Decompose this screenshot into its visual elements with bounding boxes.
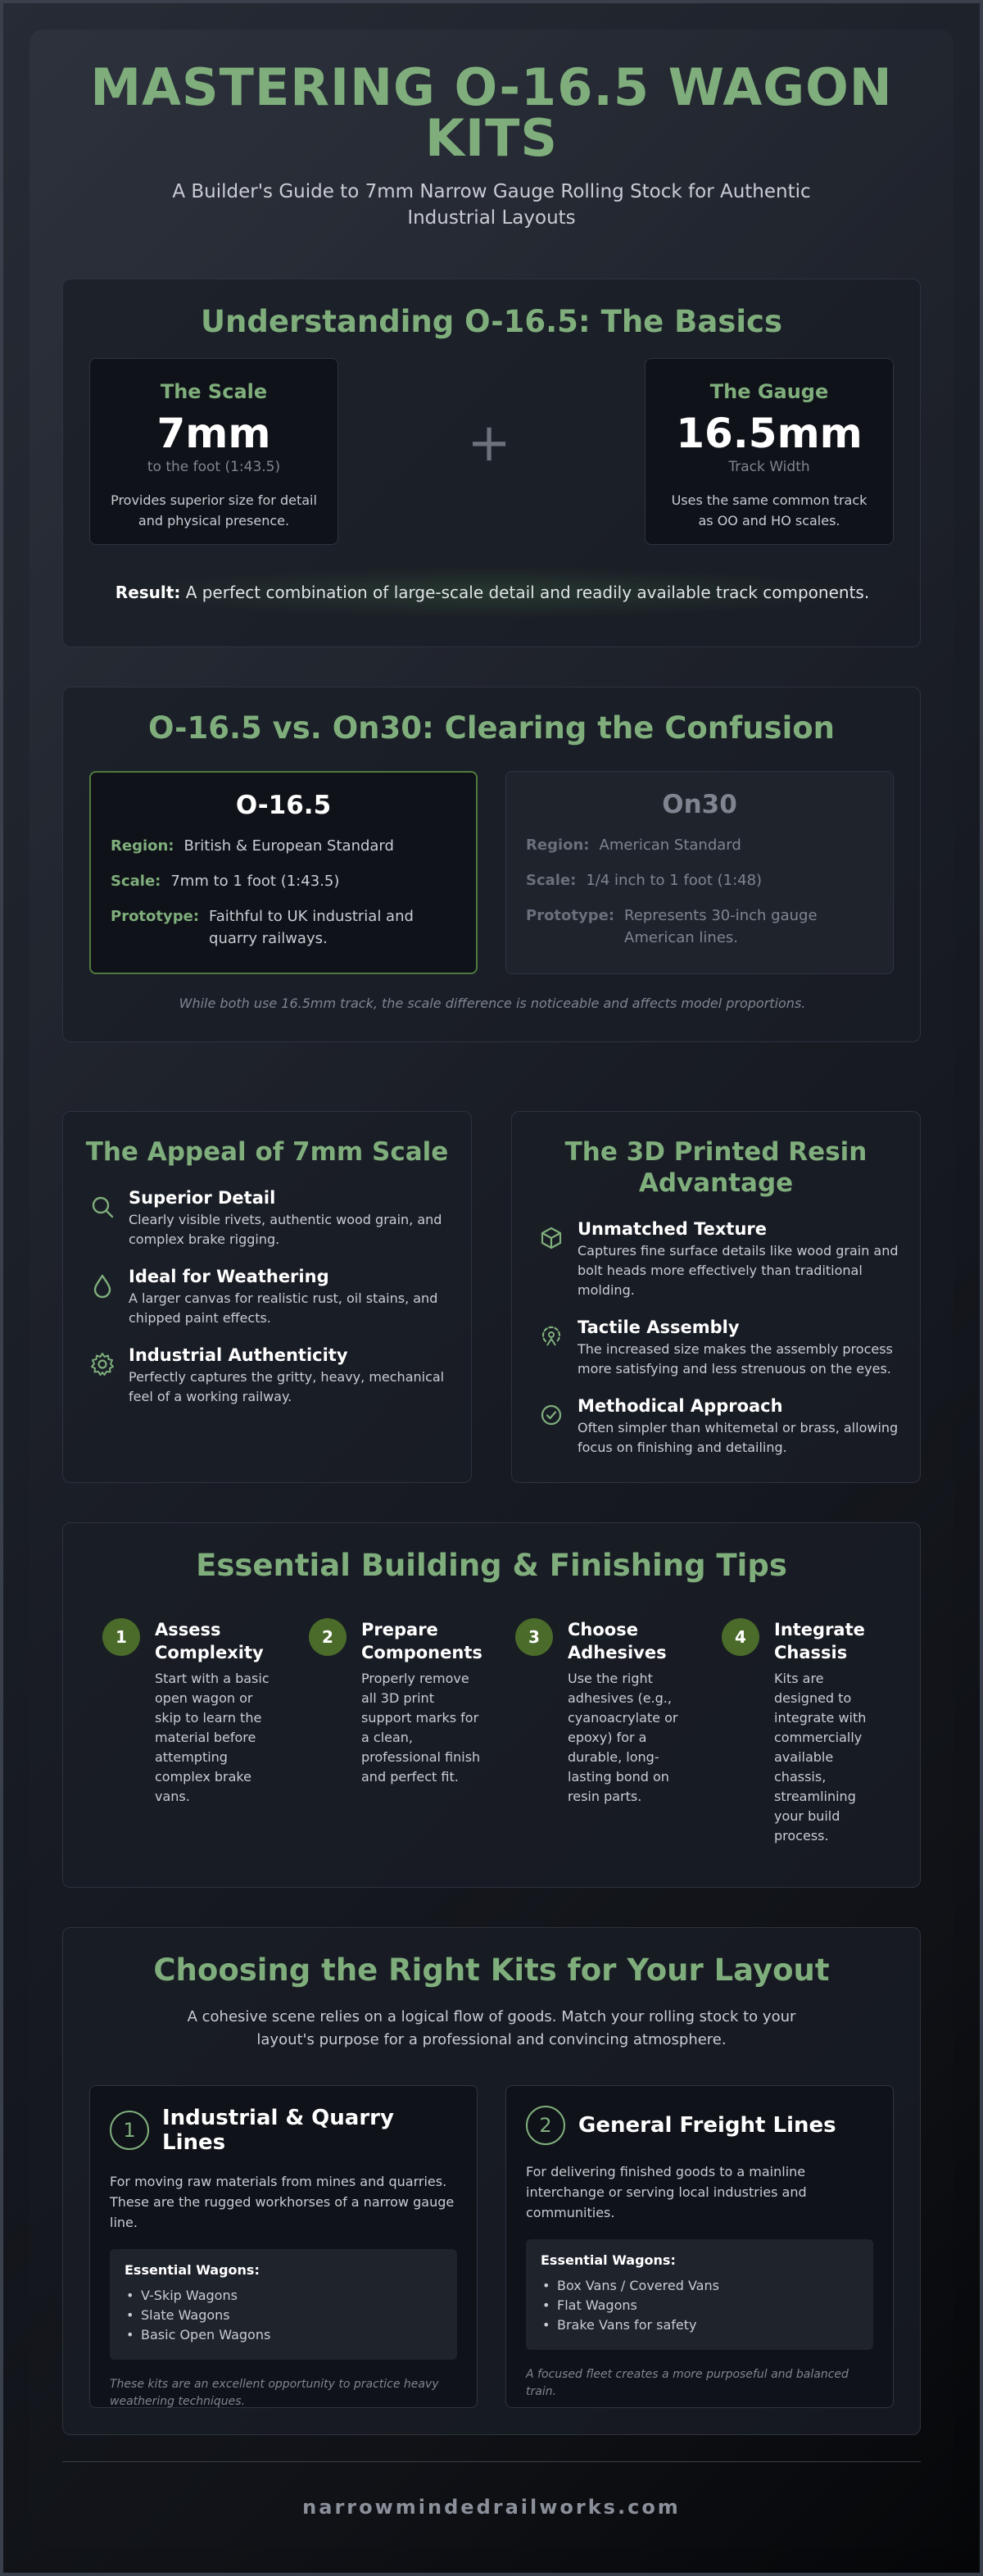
resin-title: The 3D Printed Resin Advantage	[564, 1137, 867, 1198]
on30-name: On30	[662, 790, 737, 819]
step-title: Integrate Chassis	[774, 1620, 865, 1662]
step-title: Assess Complexity	[155, 1620, 264, 1662]
kit-note: These kits are an excellent opportunity to practice heavy weathering techniques.	[110, 2378, 439, 2408]
feature-industrial	[89, 1345, 450, 1407]
resin-section	[511, 1111, 921, 1483]
essential-wagons-box	[110, 2249, 457, 2360]
on30-row-region	[526, 834, 873, 856]
row-key: Prototype:	[526, 907, 615, 924]
wagon-list	[541, 2276, 858, 2335]
kit-title: Industrial & Quarry Lines	[162, 2106, 394, 2155]
feature-methodical	[538, 1395, 899, 1458]
basics-title: Understanding O-16.5: The Basics	[201, 304, 782, 339]
feature-desc: A larger canvas for realistic rust, oil stains, and chipped paint effects.	[129, 1290, 438, 1326]
step-number: 1	[102, 1618, 140, 1656]
on30-card	[505, 771, 894, 974]
essential-wagons-title: Essential Wagons:	[125, 2262, 260, 2278]
tip-step	[309, 1618, 481, 1787]
row-key: Scale:	[111, 873, 161, 890]
row-key: Prototype:	[111, 908, 200, 925]
list-item: • Box Vans / Covered Vans	[541, 2276, 858, 2296]
essential-wagons-box	[526, 2239, 873, 2350]
feature-title: Unmatched Texture	[578, 1219, 767, 1239]
gear-icon	[89, 1351, 116, 1377]
list-item: • V-Skip Wagons	[125, 2286, 442, 2306]
list-item: • Brake Vans for safety	[541, 2315, 858, 2335]
o165-row-scale	[111, 870, 456, 892]
scale-sub: to the foot (1:43.5)	[147, 459, 281, 475]
comparison-note: While both use 16.5mm track, the scale difference is noticeable and affects model proportions.	[179, 995, 806, 1011]
feature-texture	[538, 1218, 899, 1300]
footer-site[interactable]: narrowmindedrailworks.com	[302, 2496, 681, 2519]
feature-title: Industrial Authenticity	[129, 1345, 348, 1365]
wagon-list	[125, 2286, 442, 2345]
kits-title: Choosing the Right Kits for Your Layout	[153, 1952, 830, 1988]
comparison-section	[62, 687, 921, 1042]
step-desc: Properly remove all 3D print support marks for a clean, professional finish and perfect fit.	[361, 1671, 481, 1785]
hand-icon	[538, 1323, 564, 1349]
step-desc: Start with a basic open wagon or skip to learn the material before attempting complex brake vans.	[155, 1671, 270, 1804]
result-text: A perfect combination of large-scale detail and readily available track components.	[185, 583, 870, 602]
on30-row-prototype	[526, 905, 873, 949]
feature-desc: Perfectly captures the gritty, heavy, mechanical feel of a working railway.	[129, 1369, 445, 1404]
tip-step	[515, 1618, 687, 1807]
essential-wagons-title: Essential Wagons:	[541, 2252, 676, 2268]
feature-desc: The increased size makes the assembly process more satisfying and less strenuous on the eyes.	[578, 1341, 893, 1376]
comparison-title: O-16.5 vs. On30: Clearing the Confusion	[147, 710, 836, 746]
hero	[29, 57, 954, 231]
scale-desc: Provides superior size for detail and physical presence.	[111, 492, 317, 528]
o165-row-region	[111, 835, 456, 857]
row-value: British & European Standard	[183, 837, 394, 855]
kits-section	[62, 1927, 921, 2435]
step-number: 4	[722, 1618, 759, 1656]
feature-title: Methodical Approach	[578, 1396, 783, 1416]
kit-number: 1	[110, 2111, 149, 2150]
gauge-sub: Track Width	[728, 459, 810, 475]
check-circle-icon	[538, 1402, 564, 1428]
appeal-title: The Appeal of 7mm Scale	[85, 1137, 449, 1167]
kit-number: 2	[526, 2106, 565, 2145]
kit-desc: For delivering finished goods to a mainline interchange or serving local industries and communities.	[526, 2164, 807, 2220]
feature-desc: Captures fine surface details like wood grain and bolt heads more effectively than traditional molding.	[578, 1243, 899, 1298]
basics-section	[62, 279, 921, 647]
row-value: Represents 30-inch gauge American lines.	[624, 907, 818, 946]
feature-weathering	[89, 1266, 450, 1328]
list-item: • Flat Wagons	[541, 2296, 858, 2315]
result-banner	[112, 566, 872, 619]
gauge-card	[645, 358, 894, 545]
row-key: Region:	[526, 837, 590, 854]
feature-title: Ideal for Weathering	[129, 1267, 329, 1286]
feature-desc: Often simpler than whitemetal or brass, allowing focus on finishing and detailing.	[578, 1420, 899, 1455]
list-item: • Slate Wagons	[125, 2306, 442, 2325]
kit-desc: For moving raw materials from mines and quarries. These are the rugged workhorses of a narrow gauge line.	[110, 2174, 455, 2230]
kit-card-industrial	[89, 2085, 478, 2408]
row-value: 1/4 inch to 1 foot (1:48)	[586, 872, 763, 889]
feature-desc: Clearly visible rivets, authentic wood grain, and complex brake rigging.	[129, 1212, 442, 1247]
row-value: Faithful to UK industrial and quarry railways.	[209, 908, 414, 947]
page-title: MASTERING O-16.5 WAGON KITS	[90, 57, 893, 168]
row-key: Scale:	[526, 872, 577, 889]
cube-icon	[538, 1225, 564, 1251]
feature-superior-detail	[89, 1187, 450, 1249]
step-title: Choose Adhesives	[568, 1620, 667, 1662]
footer-divider	[62, 2461, 921, 2462]
step-number: 3	[515, 1618, 553, 1656]
feature-title: Tactile Assembly	[578, 1317, 740, 1337]
appeal-section	[62, 1111, 472, 1483]
tip-step	[102, 1618, 274, 1807]
plus-icon: +	[467, 413, 511, 474]
feature-title: Superior Detail	[129, 1188, 276, 1208]
kit-note: A focused fleet creates a more purposeful and balanced train.	[526, 2368, 849, 2398]
scale-label: The Scale	[160, 380, 268, 403]
o165-card	[89, 771, 478, 974]
tips-title: Essential Building & Finishing Tips	[196, 1548, 787, 1583]
kit-title: General Freight Lines	[578, 2113, 836, 2138]
kit-card-freight	[505, 2085, 894, 2408]
feature-tactile	[538, 1317, 899, 1379]
step-number: 2	[309, 1618, 347, 1656]
kits-intro: A cohesive scene relies on a logical flow of goods. Match your rolling stock to your layout's purpose for a professional and convincing atmosphere.	[187, 2008, 796, 2048]
step-title: Prepare Components	[361, 1620, 482, 1662]
o165-name: O-16.5	[235, 791, 332, 820]
scale-card	[89, 358, 338, 545]
row-key: Region:	[111, 837, 174, 855]
tips-section	[62, 1522, 921, 1888]
gauge-label: The Gauge	[709, 380, 829, 403]
page-subtitle: A Builder's Guide to 7mm Narrow Gauge Rolling Stock for Authentic Industrial Layouts	[172, 181, 811, 229]
search-icon	[89, 1194, 116, 1220]
infographic	[29, 29, 954, 2547]
droplet-icon	[89, 1272, 116, 1299]
row-value: 7mm to 1 foot (1:43.5)	[170, 873, 340, 890]
gauge-desc: Uses the same common track as OO and HO scales.	[671, 492, 867, 528]
gauge-value: 16.5mm	[676, 410, 863, 457]
o165-row-prototype	[111, 905, 456, 950]
tip-step	[722, 1618, 894, 1846]
step-desc: Kits are designed to integrate with commercially available chassis, streamlining your build process.	[774, 1671, 867, 1844]
result-label: Result:	[115, 583, 181, 602]
on30-row-scale	[526, 869, 873, 891]
scale-value: 7mm	[156, 410, 271, 457]
list-item: • Basic Open Wagons	[125, 2325, 442, 2345]
step-desc: Use the right adhesives (e.g., cyanoacrylate or epoxy) for a durable, long-lasting bond on resin parts.	[568, 1671, 678, 1804]
row-value: American Standard	[599, 837, 741, 854]
